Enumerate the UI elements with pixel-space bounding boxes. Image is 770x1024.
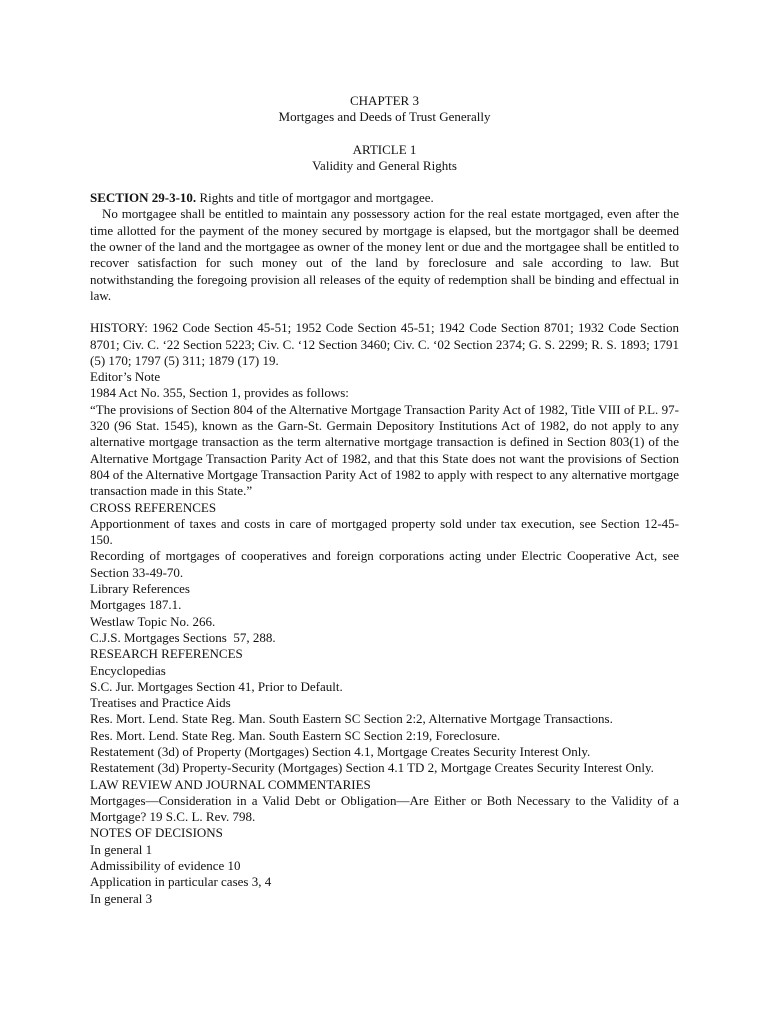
editors-note-quote: “The provisions of Section 804 of the Alternative Mortgage Transaction Parity Act of 1982, Title VIII of P.L. 97-320 (96 Stat. 1545), known as the Garn-St. Germain Depository Institutions Act of 1982, do not apply to any alternative mortgage transaction as the term alternative mortgage transaction is defined in Section 803(1) of the Alternative Mortgage Transaction Parity Act of 1982, and that this State does not want the provisions of Section 804 of the Alternative Mortgage Transaction Parity Act of 1982 to apply with respect to any alternative mortgage transaction made in this State.” bbox=[90, 401, 679, 499]
treatise-item: Restatement (3d) Property-Security (Mortgages) Section 4.1 TD 2, Mortgage Creates Security Interest Only. bbox=[90, 760, 654, 776]
section-number: SECTION 29-3-10. bbox=[90, 190, 197, 206]
editors-note-heading: Editor’s Note bbox=[90, 369, 161, 385]
article-number: ARTICLE 1 bbox=[352, 141, 417, 157]
encyclopedias-heading: Encyclopedias bbox=[90, 662, 166, 678]
cross-reference-item: Apportionment of taxes and costs in care of mortgaged property sold under tax execution, see Section 12-45-150. bbox=[90, 515, 679, 548]
chapter-number: CHAPTER 3 bbox=[350, 93, 419, 108]
library-reference-item: C.J.S. Mortgages Sections 57, 288. bbox=[90, 629, 276, 645]
library-reference-item: Westlaw Topic No. 266. bbox=[90, 613, 216, 629]
library-reference-item: Mortgages 187.1. bbox=[90, 597, 182, 613]
research-references-heading: RESEARCH REFERENCES bbox=[90, 646, 243, 662]
notes-of-decisions-heading: NOTES OF DECISIONS bbox=[90, 825, 223, 841]
section-body: No mortgagee shall be entitled to maintain any possessory action for the real estate mortgaged, even after the time allotted for the payment of the money secured by mortgage is elapsed, but the mortgagor shall be deemed the owner of the land and the mortgagee as owner of the money lent or due and the mortgagee shall be entitled to recover satisfaction for such money out of the land by foreclosure and sale according to law. But notwithstanding the foregoing provision all releases of the equity of redemption shall be binding and effectual in law. bbox=[90, 206, 679, 303]
notes-item: In general 3 bbox=[90, 890, 153, 906]
treatises-heading: Treatises and Practice Aids bbox=[90, 695, 231, 711]
notes-item: Application in particular cases 3, 4 bbox=[90, 874, 272, 890]
law-review-heading: LAW REVIEW AND JOURNAL COMMENTARIES bbox=[90, 776, 371, 792]
encyclopedia-item: S.C. Jur. Mortgages Section 41, Prior to Default. bbox=[90, 678, 343, 694]
document-page bbox=[90, 93, 679, 907]
treatise-item: Res. Mort. Lend. State Reg. Man. South Eastern SC Section 2:19, Foreclosure. bbox=[90, 727, 501, 743]
section-title: Rights and title of mortgagor and mortgagee. bbox=[196, 190, 434, 206]
history-note: HISTORY: 1962 Code Section 45-51; 1952 Code Section 45-51; 1942 Code Section 8701; 1932 Code Section 8701; Civ. C. ‘22 Section 5223; Civ. C. ‘12 Section 3460; Civ. C. ‘02 Section 2374; G. S. 2299; R. S. 1893; 1791 (5) 170; 1797 (5) 311; 1879 (17) 19. bbox=[90, 320, 679, 368]
cross-reference-item: Recording of mortgages of cooperatives and foreign corporations acting under Electric Cooperative Act, see Section 33-49-70. bbox=[90, 548, 679, 580]
section-heading bbox=[90, 190, 679, 206]
notes-item: In general 1 bbox=[90, 841, 153, 857]
treatise-item: Restatement (3d) of Property (Mortgages) Section 4.1, Mortgage Creates Security Interest Only. bbox=[90, 743, 591, 759]
editors-note-act: 1984 Act No. 355, Section 1, provides as follows: bbox=[90, 385, 349, 401]
library-references-heading: Library References bbox=[90, 581, 190, 597]
cross-references-heading: CROSS REFERENCES bbox=[90, 499, 217, 515]
treatise-item: Res. Mort. Lend. State Reg. Man. South Eastern SC Section 2:2, Alternative Mortgage Transactions. bbox=[90, 711, 613, 727]
law-review-item: Mortgages—Consideration in a Valid Debt or Obligation—Are Either or Both Necessary to the Validity of a Mortgage? 19 S.C. L. Rev. 798. bbox=[90, 792, 679, 825]
chapter-title: Mortgages and Deeds of Trust Generally bbox=[278, 109, 491, 125]
notes-item: Admissibility of evidence 10 bbox=[90, 858, 241, 874]
article-title: Validity and General Rights bbox=[312, 157, 457, 173]
